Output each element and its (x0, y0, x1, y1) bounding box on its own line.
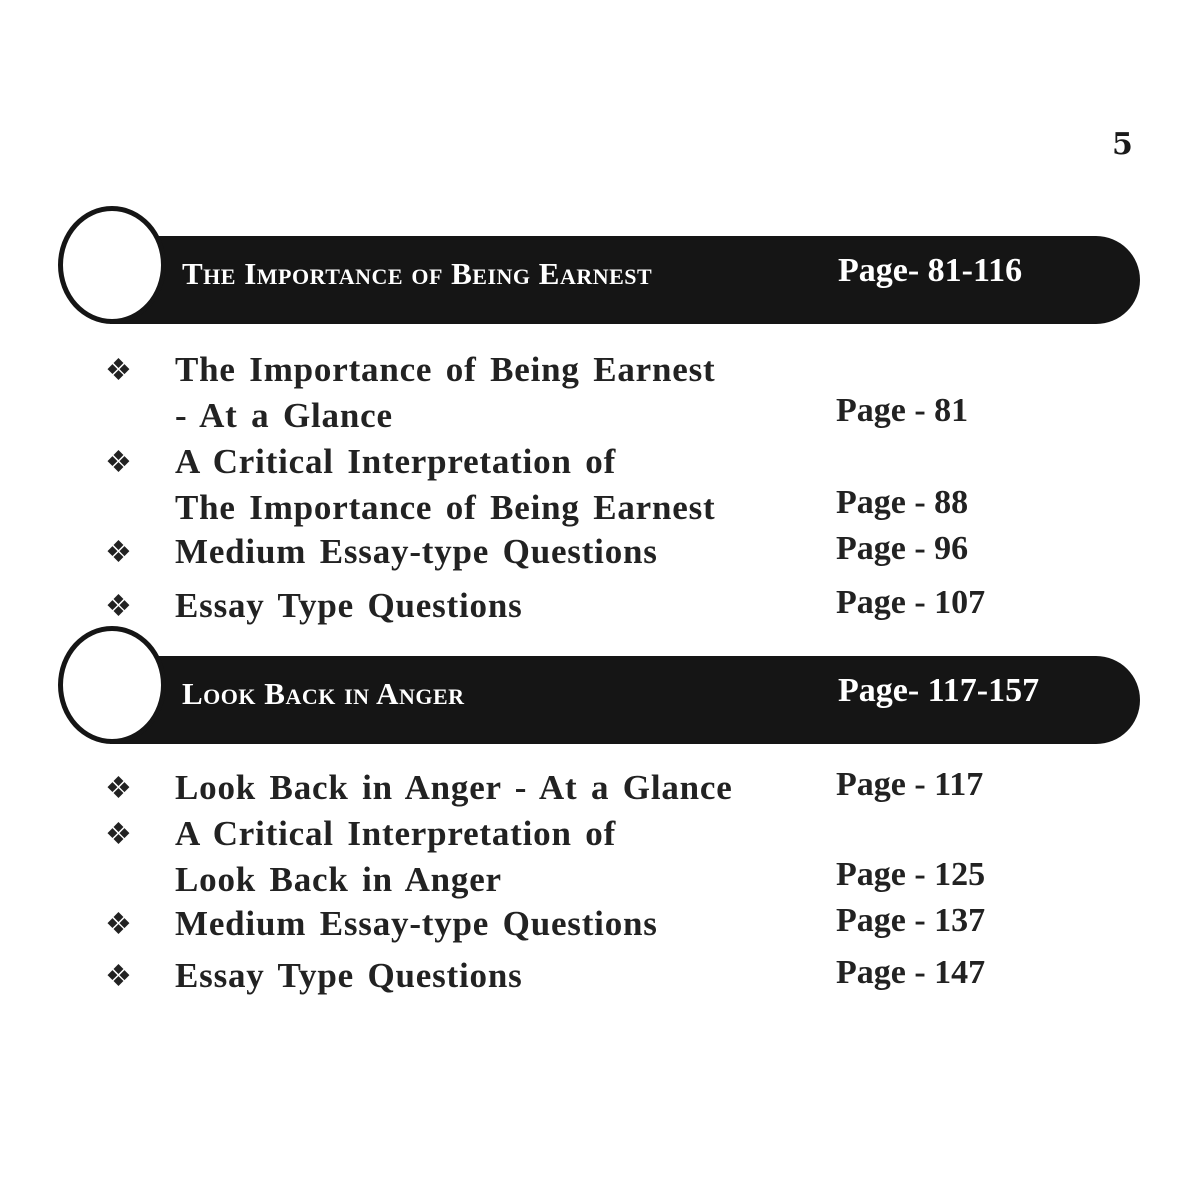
four-diamond-bullet-icon: ❖ (105, 771, 132, 806)
section-banner-look-back-in-anger (58, 626, 1140, 752)
section-page-range: Page- 81-116 (838, 252, 1023, 289)
section-page-range: Page- 117-157 (838, 672, 1040, 709)
toc-entry-text: Essay Type Questions (175, 586, 523, 625)
toc-entry-text: - At a Glance (175, 396, 393, 435)
toc-entry-page: Page - 117 (836, 766, 984, 803)
toc-entry-page: Page - 88 (836, 484, 969, 521)
toc-entry-text: Essay Type Questions (175, 956, 523, 995)
four-diamond-bullet-icon: ❖ (105, 445, 132, 480)
page-number: 5 (1112, 127, 1133, 162)
four-diamond-bullet-icon: ❖ (105, 535, 132, 570)
four-diamond-bullet-icon: ❖ (105, 353, 132, 388)
four-diamond-bullet-icon: ❖ (105, 589, 132, 624)
section-title: Look Back in Anger (182, 676, 465, 711)
toc-entry-text: The Importance of Being Earnest (175, 350, 716, 389)
toc-entry-text: Medium Essay-type Questions (175, 904, 658, 943)
toc-entry-page: Page - 81 (836, 392, 969, 429)
toc-entry-text: Look Back in Anger (175, 860, 502, 899)
circle-ring-icon (58, 626, 166, 744)
toc-entry-text: The Importance of Being Earnest (175, 488, 716, 527)
section-banner-importance-of-being-earnest (58, 206, 1140, 332)
circle-ring-icon (58, 206, 166, 324)
four-diamond-bullet-icon: ❖ (105, 959, 132, 994)
four-diamond-bullet-icon: ❖ (105, 907, 132, 942)
toc-entry-page: Page - 147 (836, 954, 986, 991)
toc-entry-page: Page - 96 (836, 530, 969, 567)
toc-entry-page: Page - 107 (836, 584, 986, 621)
toc-entry-page: Page - 137 (836, 902, 986, 939)
toc-entry-text: Look Back in Anger - At a Glance (175, 768, 733, 807)
toc-entry-text: A Critical Interpretation of (175, 442, 617, 481)
toc-entry-page: Page - 125 (836, 856, 986, 893)
four-diamond-bullet-icon: ❖ (105, 817, 132, 852)
toc-entry-text: A Critical Interpretation of (175, 814, 617, 853)
section-title: The Importance of Being Earnest (182, 256, 653, 291)
toc-entry-text: Medium Essay-type Questions (175, 532, 658, 571)
